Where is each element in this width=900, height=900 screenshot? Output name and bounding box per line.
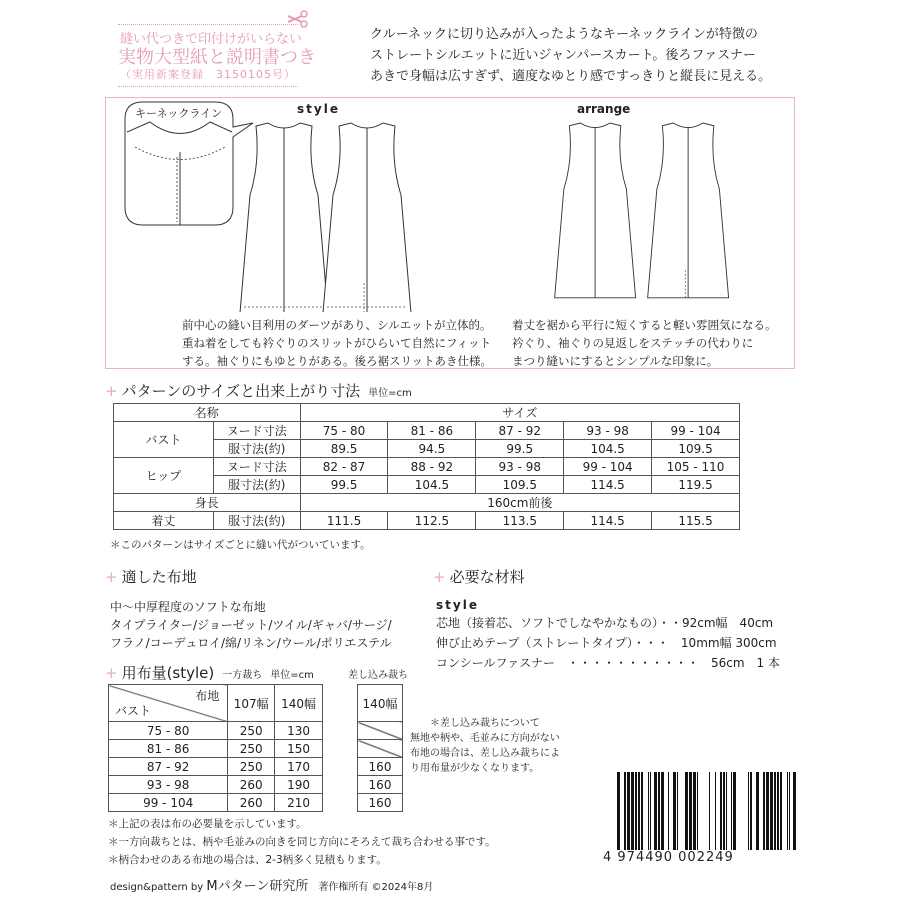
cell: 99.5	[300, 476, 388, 494]
yardage-notes	[108, 815, 496, 869]
dotted-rule	[118, 24, 298, 25]
cell: 114.5	[564, 476, 652, 494]
cell: 109.5	[652, 440, 740, 458]
cell: 94.5	[388, 440, 476, 458]
cell: 81 - 86	[388, 422, 476, 440]
barcode-bar	[750, 772, 752, 850]
arrange-back-dress	[648, 123, 729, 298]
sub-label: 服寸法(約)	[213, 512, 300, 530]
cell: 93 - 98	[109, 776, 228, 794]
note-line: ＊一方向裁ちとは、柄や毛並みの向きを同じ方向にそろえて裁ち合わせる事です。	[108, 836, 496, 848]
size-table	[113, 403, 740, 530]
description-line: クルーネックに切り込みが入ったようなキーネックラインが特徴の	[370, 27, 758, 42]
cell: 99 - 104	[652, 422, 740, 440]
barcode-bar	[720, 772, 722, 850]
fabric-line: タイプライター/ジョーゼット/ツイル/ギャバ/サージ/	[110, 618, 392, 632]
caption-line: 重ね着をしても衿ぐりのスリットがひらいて自然にフィット	[182, 336, 492, 350]
cell: 112.5	[388, 512, 476, 530]
barcode-bar	[756, 772, 759, 850]
neckline-callout-label: キーネックライン	[135, 107, 223, 120]
row-label-hip: ヒップ	[114, 458, 214, 494]
cell: 114.5	[564, 512, 652, 530]
cell: 190	[275, 776, 323, 794]
note-line: ＊差し込み裁ちについて	[430, 718, 540, 729]
product-description	[370, 24, 771, 87]
barcode-bar	[677, 772, 678, 850]
barcode-bar	[650, 772, 651, 850]
cell: 105 - 110	[652, 458, 740, 476]
sashikomi-label: 差し込み裁ち	[348, 670, 408, 681]
cell: 150	[275, 740, 323, 758]
cell: 160	[358, 794, 403, 812]
sashikomi-table	[357, 684, 403, 812]
materials-subtitle: style	[436, 598, 479, 612]
barcode-bar	[673, 772, 676, 850]
dress-illustrations	[105, 97, 795, 312]
note-line: 布地の場合は、差し込み裁ちによ	[410, 748, 560, 759]
row-label-length: 着丈	[114, 512, 214, 530]
header-bust: バスト	[115, 704, 152, 718]
cell: 99 - 104	[109, 794, 228, 812]
barcode-bar	[766, 772, 769, 850]
barcode-bar	[697, 772, 698, 850]
barcode-bar	[668, 772, 669, 850]
cell: 250	[228, 758, 275, 776]
dotted-rule	[118, 86, 298, 87]
copyright: 著作権所有 ©2024年8月	[318, 882, 434, 893]
barcode-bar	[709, 772, 710, 850]
cell: 119.5	[652, 476, 740, 494]
barcode-number: 4 974490 002249	[603, 850, 734, 865]
barcode-bar	[731, 772, 732, 850]
style-back-dress	[323, 123, 411, 312]
barcode-bar	[631, 772, 634, 850]
barcode-bar	[689, 772, 692, 850]
cell: 82 - 87	[300, 458, 388, 476]
materials-section-title: + 必要な材料	[433, 568, 525, 586]
cell: 170	[275, 758, 323, 776]
materials-list	[436, 613, 780, 673]
yardage-section-title: + 用布量(style) 一方裁ち 単位=cm	[105, 664, 314, 682]
cell: 99 - 104	[564, 458, 652, 476]
caption-line: する。袖ぐりにもゆとりがある。後ろ裾スリットあき仕様。	[182, 354, 493, 368]
cell: 75 - 80	[300, 422, 388, 440]
credit: design&pattern by	[110, 882, 204, 893]
style-caption	[182, 316, 492, 370]
fabric-line: フラノ/コーデュロイ/綿/リネン/ウール/ポリエステル	[110, 636, 392, 650]
barcode-bar	[624, 772, 626, 850]
barcode-bar	[777, 772, 779, 850]
barcode-bar	[723, 772, 725, 850]
barcode-bar	[726, 772, 727, 850]
fabric-line: 中〜中厚程度のソフトな布地	[110, 600, 266, 614]
unit-label: 単位=cm	[368, 388, 412, 399]
cell: 87 - 92	[109, 758, 228, 776]
row-label-height: 身長	[114, 494, 301, 512]
cell: 87 - 92	[476, 422, 564, 440]
cell: 260	[228, 776, 275, 794]
cell: 81 - 86	[109, 740, 228, 758]
cell: 160	[358, 758, 403, 776]
sub-label: 服寸法(約)	[213, 476, 300, 494]
cell: 210	[275, 794, 323, 812]
material-item: コンシールファスナー ・・・・・・・・・・・ 56cm 1 本	[436, 656, 780, 670]
unit-label: 単位=cm	[270, 670, 314, 681]
barcode-bar	[648, 772, 649, 850]
barcode-bar	[763, 772, 765, 850]
cell: 115.5	[652, 512, 740, 530]
cell: 99.5	[476, 440, 564, 458]
sub-label: ヌード寸法	[213, 422, 300, 440]
cell: 113.5	[476, 512, 564, 530]
barcode-bar	[787, 772, 788, 850]
cell: 93 - 98	[476, 458, 564, 476]
barcode-bar	[635, 772, 637, 850]
cell: 111.5	[300, 512, 388, 530]
row-label-bust: バスト	[114, 422, 214, 458]
scissors-icon	[288, 10, 310, 28]
section-title-text: 必要な材料	[449, 568, 525, 586]
section-title-text: 適した布地	[121, 568, 197, 586]
cell: 160	[358, 776, 403, 794]
header-size: サイズ	[300, 404, 739, 422]
size-section-title: + パターンのサイズと出来上がり寸法 単位=cm	[105, 382, 412, 400]
description-line: ストレートシルエットに近いジャンパースカート。後ろファスナー	[370, 48, 756, 63]
yardage-table	[108, 684, 323, 812]
barcode-bar	[780, 772, 782, 850]
description-line: あきで身幅は広すぎず、適度なゆとり感ですっきりと縦長に見える。	[370, 69, 772, 84]
sub-label: 服寸法(約)	[213, 440, 300, 458]
note-line: り用布量が少なくなります。	[410, 763, 540, 774]
barcode-bar	[789, 772, 790, 850]
cell: 109.5	[476, 476, 564, 494]
caption-line: 前中心の縫い目利用のダーツがあり、シルエットが立体的。	[182, 318, 492, 332]
arrange-front-dress	[555, 123, 636, 298]
header-107: 107幅	[228, 685, 275, 722]
style-front-dress	[240, 123, 328, 312]
barcode-bar	[733, 772, 736, 850]
cell: 250	[228, 740, 275, 758]
header-fabric: 布地	[195, 689, 220, 703]
barcode-bar	[638, 772, 640, 850]
header-line1: 縫い代つきで印付けがいらない	[120, 32, 303, 47]
section-title-text: 用布量(style)	[121, 664, 215, 682]
cell: 260	[228, 794, 275, 812]
barcode-bar	[793, 772, 796, 850]
cell: 130	[275, 722, 323, 740]
empty-cell	[358, 740, 403, 758]
sashikomi-note	[410, 716, 560, 776]
barcode-bar	[770, 772, 773, 850]
fabric-list	[110, 598, 392, 652]
barcode-bar	[627, 772, 630, 850]
style-label: style	[297, 102, 340, 116]
brand: Mパターン研究所	[206, 879, 309, 894]
cell: 88 - 92	[388, 458, 476, 476]
section-title-text: パターンのサイズと出来上がり寸法	[121, 382, 361, 400]
arrange-label: arrange	[577, 102, 631, 116]
cell: 104.5	[564, 440, 652, 458]
cell: 89.5	[300, 440, 388, 458]
caption-line: 衿ぐり、袖ぐりの見返しをステッチの代わりに	[512, 336, 754, 350]
material-item: 伸び止めテープ（ストレートタイプ）・・・ 10mm幅 300cm	[436, 636, 777, 650]
barcode-bar	[693, 772, 696, 850]
header-line3: （実用新案登録 3150105号）	[120, 68, 296, 81]
barcode-bar	[658, 772, 660, 850]
note-line: 無地や柄や、毛並みに方向がない	[410, 733, 560, 744]
header-line2: 実物大型紙と説明書つき	[118, 47, 316, 68]
barcode-bar	[774, 772, 776, 850]
cell: 75 - 80	[109, 722, 228, 740]
header-140: 140幅	[358, 685, 403, 722]
caption-line: 着丈を裾から平行に短くすると軽い雰囲気になる。	[512, 318, 777, 332]
size-note: ＊このパターンはサイズごとに縫い代がついています。	[110, 539, 371, 551]
cell: 104.5	[388, 476, 476, 494]
fabric-section-title: + 適した布地	[105, 568, 197, 586]
cell: 93 - 98	[564, 422, 652, 440]
barcode-bar	[617, 772, 620, 850]
footer	[110, 875, 433, 894]
cell: 160cm前後	[300, 494, 739, 512]
barcode-bar	[654, 772, 657, 850]
caption-line: まつり縫いにするとシンプルな印象に。	[512, 354, 719, 368]
barcode-bar	[641, 772, 643, 850]
empty-cell	[358, 722, 403, 740]
header-140: 140幅	[275, 685, 323, 722]
oneway-label: 一方裁ち	[222, 670, 263, 681]
note-line: ＊上記の表は布の必要量を示しています。	[108, 818, 307, 830]
barcode-bar	[748, 772, 749, 850]
note-line: ＊柄合わせのある布地の場合は、2-3柄多く見積もります。	[108, 854, 387, 866]
barcode-bar	[685, 772, 688, 850]
header-name: 名称	[114, 404, 301, 422]
barcode-bar	[715, 772, 716, 850]
diagonal-header	[109, 685, 228, 722]
arrange-caption	[512, 316, 777, 370]
sub-label: ヌード寸法	[213, 458, 300, 476]
barcode-image	[612, 772, 797, 850]
barcode-bar	[661, 772, 664, 850]
cell: 250	[228, 722, 275, 740]
material-item: 芯地（接着芯、ソフトでしなやかなもの）・・92cm幅 40cm	[436, 616, 774, 630]
